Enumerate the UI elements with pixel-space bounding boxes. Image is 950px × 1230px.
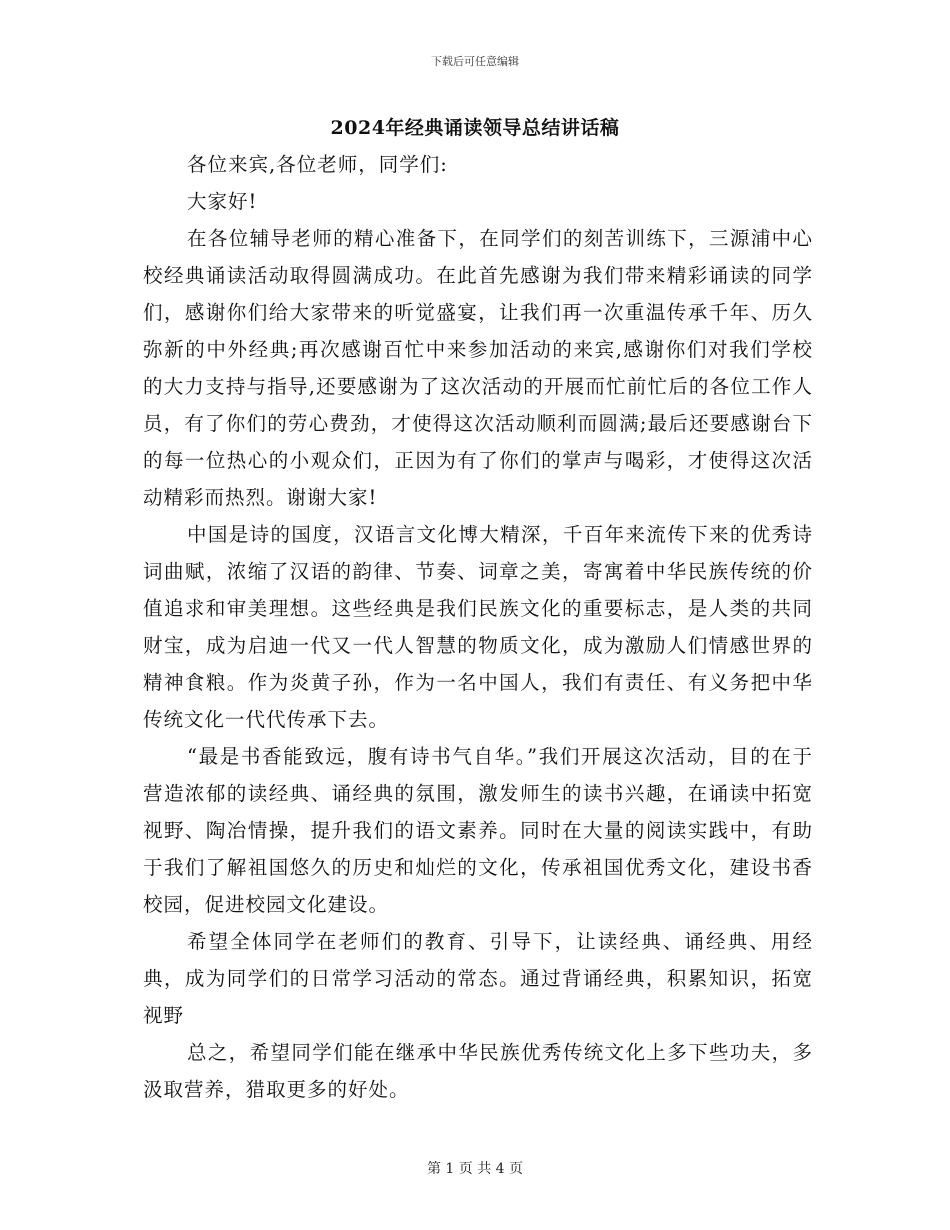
page-number: 第 1 页 共 4 页 — [426, 1161, 524, 1177]
paragraph-purpose: “最是书香能致远，腹有诗书气自华。”我们开展这次活动，目的在于营造浓郁的读经典、诵经典的氛围，激发师生的读书兴趣，在诵读中拓宽视野、陶冶情操，提升我们的语文素养。同时在大量的阅读实践中，有助于我们了解祖国悠久的历史和灿烂的文化，传承祖国优秀文化，建设书香校园，促进校园文化建设。 — [143, 745, 813, 916]
greeting: 各位来宾,各位老师，同学们: — [187, 153, 448, 176]
document-body — [143, 146, 813, 1108]
paragraph-thanks: 在各位辅导老师的精心准备下，在同学们的刻苦训练下，三源浦中心校经典诵读活动取得圆满成功。在此首先感谢为我们带来精彩诵读的同学们，感谢你们给大家带来的听觉盛宴，让我们再一次重温传承千年、历久弥新的中外经典;再次感谢百忙中来参加活动的来宾,感谢你们对我们学校的大力支持与指导,还要感谢为了这次活动的开展而忙前忙后的各位工作人员，有了你们的劳心费劲，才使得这次活动顺利而圆满;最后还要感谢台下的每一位热心的小观众们，正因为有了你们的掌声与喝彩，才使得这次活动精彩而热烈。谢谢大家! — [143, 227, 813, 509]
header-note: 下载后可任意编辑 — [431, 55, 519, 68]
paragraph-hope: 希望全体同学在老师们的教育、引导下，让读经典、诵经典、用经典，成为同学们的日常学习活动的常态。通过背诵经典，积累知识，拓宽视野 — [143, 930, 813, 1027]
paragraph-conclusion: 总之，希望同学们能在继承中华民族优秀传统文化上多下些功夫，多汲取营养，猎取更多的好处。 — [143, 1041, 813, 1101]
salutation: 大家好! — [187, 190, 258, 213]
document-title: 2024年经典诵读领导总结讲话稿 — [330, 117, 620, 139]
paragraph-culture: 中国是诗的国度，汉语言文化博大精深，千百年来流传下来的优秀诗词曲赋，浓缩了汉语的韵律、节奏、词章之美，寄寓着中华民族传统的价值追求和审美理想。这些经典是我们民族文化的重要标志，是人类的共同财宝，成为启迪一代又一代人智慧的物质文化，成为激励人们情感世界的精神食粮。作为炎黄子孙，作为一名中国人，我们有责任、有义务把中华传统文化一代代传承下去。 — [143, 523, 813, 731]
